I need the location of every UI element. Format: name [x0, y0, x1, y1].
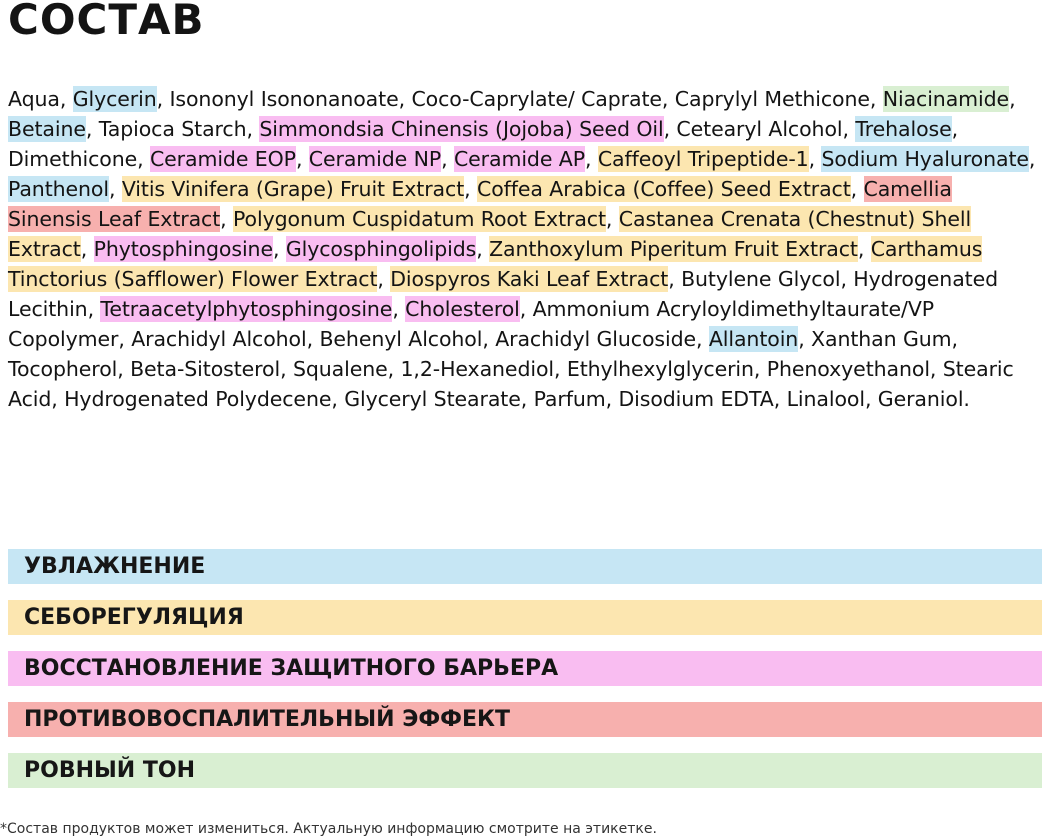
ingredient: Castanea Crenata (Chestnut) Shell Extract — [8, 207, 972, 261]
ingredient: Parfum — [533, 387, 606, 411]
ingredient: Panthenol — [8, 177, 109, 201]
ingredient: Polygonum Cuspidatum Root Extract — [233, 207, 606, 231]
ingredient: Butylene Glycol — [681, 267, 841, 291]
ingredient: Arachidyl Glucoside — [495, 327, 697, 351]
ingredient: Simmondsia Chinensis (Jojoba) Seed Oil — [259, 117, 664, 141]
legend-even-tone: РОВНЫЙ ТОН — [8, 753, 1042, 788]
ingredient: Tetraacetylphytosphingosine — [100, 297, 393, 321]
ingredient: Behenyl Alcohol — [319, 327, 483, 351]
legend-anti-inflammatory: ПРОТИВОВОСПАЛИТЕЛЬНЫЙ ЭФФЕКТ — [8, 702, 1042, 737]
ingredient: Cetearyl Alcohol — [676, 117, 843, 141]
ingredient: Geraniol — [877, 387, 964, 411]
ingredient: Linalool — [786, 387, 865, 411]
ingredient: Tocopherol — [8, 357, 118, 381]
page-title: СОСТАВ — [8, 0, 205, 44]
ingredient: Hydrogenated Lecithin — [8, 267, 999, 321]
ingredients-list: Aqua, Glycerin, Isononyl Isononanoate, Coco-Caprylate/ Caprate, Caprylyl Methicone, Niacinamide, Betaine, Tapioca Starch, Simmondsia Chinensis (Jojoba) Seed Oil, Cetearyl Alcohol, Trehalose, Dimethicone, Ceramide EOP, Ceramide NP, Ceramide AP, Caffeoyl Tripeptide-1, Sodium Hyaluronate, Panthenol, Vitis Vinifera (Grape) Fruit Extract, Coffea Arabica (Coffee) Seed Extract, Camellia Sinensis Leaf Extract, Polygonum Cuspidatum Root Extract, Castanea Crenata (Chestnut) Shell Extract, Phytosphingosine, Glycosphingolipids, Zanthoxylum Piperitum Fruit Extract, Carthamus Tinctorius (Safflower) Flower Extract, Diospyros Kaki Leaf Extract, Butylene Glycol, Hydrogenated Lecithin, Tetraacetylphytosphingosine, Cholesterol, Ammonium Acryloyldimethyltaurate/VP Copolymer, Arachidyl Alcohol, Behenyl Alcohol, Arachidyl Glucoside, Allantoin, Xanthan Gum, Tocopherol, Beta-Sitosterol, Squalene, 1,2-Hexanediol, Ethylhexylglycerin, Phenoxyethanol, Stearic Acid, Hydrogenated Polydecene, Glyceryl Stearate, Parfum, Disodium EDTA, Linalool, Geraniol. — [8, 87, 1036, 411]
legend-sebum-regulation: СЕБОРЕГУЛЯЦИЯ — [8, 600, 1042, 635]
ingredient: Vitis Vinifera (Grape) Fruit Extract — [121, 177, 465, 201]
ingredient: 1,2-Hexanediol — [400, 357, 554, 381]
ingredient: Aqua — [8, 87, 60, 111]
ingredient: Xanthan Gum — [811, 327, 952, 351]
ingredient: Ceramide AP — [453, 147, 585, 171]
disclaimer: *Состав продуктов может измениться. Актуальную информацию смотрите на этикетке. — [0, 821, 657, 837]
ingredient: Glycerin — [72, 87, 157, 111]
ingredient: Sodium Hyaluronate — [821, 147, 1029, 171]
ingredient: Ammonium Acryloyldimethyltaurate/VP Copolymer — [8, 297, 935, 351]
ingredient: Beta-Sitosterol — [130, 357, 281, 381]
ingredient: Diospyros Kaki Leaf Extract — [390, 267, 669, 291]
ingredient: Trehalose — [855, 117, 952, 141]
ingredient: Ceramide NP — [308, 147, 442, 171]
ingredient: Phytosphingosine — [93, 237, 273, 261]
ingredient: Niacinamide — [882, 87, 1010, 111]
ingredient: Stearic Acid — [8, 357, 1014, 411]
ingredient: Hydrogenated Polydecene — [64, 387, 332, 411]
ingredient: Caprylyl Methicone — [674, 87, 870, 111]
ingredient: Arachidyl Alcohol — [131, 327, 307, 351]
ingredient: Dimethicone — [8, 147, 138, 171]
ingredient: Zanthoxylum Piperitum Fruit Extract — [489, 237, 858, 261]
ingredient: Carthamus Tinctorius (Safflower) Flower Extract — [8, 237, 983, 291]
ingredient: Coco-Caprylate/ Caprate — [411, 87, 662, 111]
ingredient: Isononyl Isononanoate — [169, 87, 399, 111]
ingredient: Glyceryl Stearate — [344, 387, 521, 411]
ingredient: Phenoxyethanol — [766, 357, 930, 381]
ingredient: Tapioca Starch — [98, 117, 247, 141]
ingredient: Ethylhexylglycerin — [566, 357, 754, 381]
ingredient: Allantoin — [708, 327, 799, 351]
ingredient: Disodium EDTA — [618, 387, 774, 411]
ingredient: Squalene — [292, 357, 388, 381]
ingredient: Ceramide EOP — [149, 147, 296, 171]
legend-barrier-restoration: ВОССТАНОВЛЕНИЕ ЗАЩИТНОГО БАРЬЕРА — [8, 651, 1042, 686]
ingredient: Glycosphingolipids — [285, 237, 477, 261]
ingredient: Cholesterol — [405, 297, 520, 321]
ingredient: Caffeoyl Tripeptide-1 — [597, 147, 809, 171]
ingredient: Coffea Arabica (Coffee) Seed Extract — [476, 177, 851, 201]
legend-moisturizing: УВЛАЖНЕНИЕ — [8, 549, 1042, 584]
ingredient: Betaine — [8, 117, 86, 141]
ingredient: Camellia Sinensis Leaf Extract — [8, 177, 952, 231]
